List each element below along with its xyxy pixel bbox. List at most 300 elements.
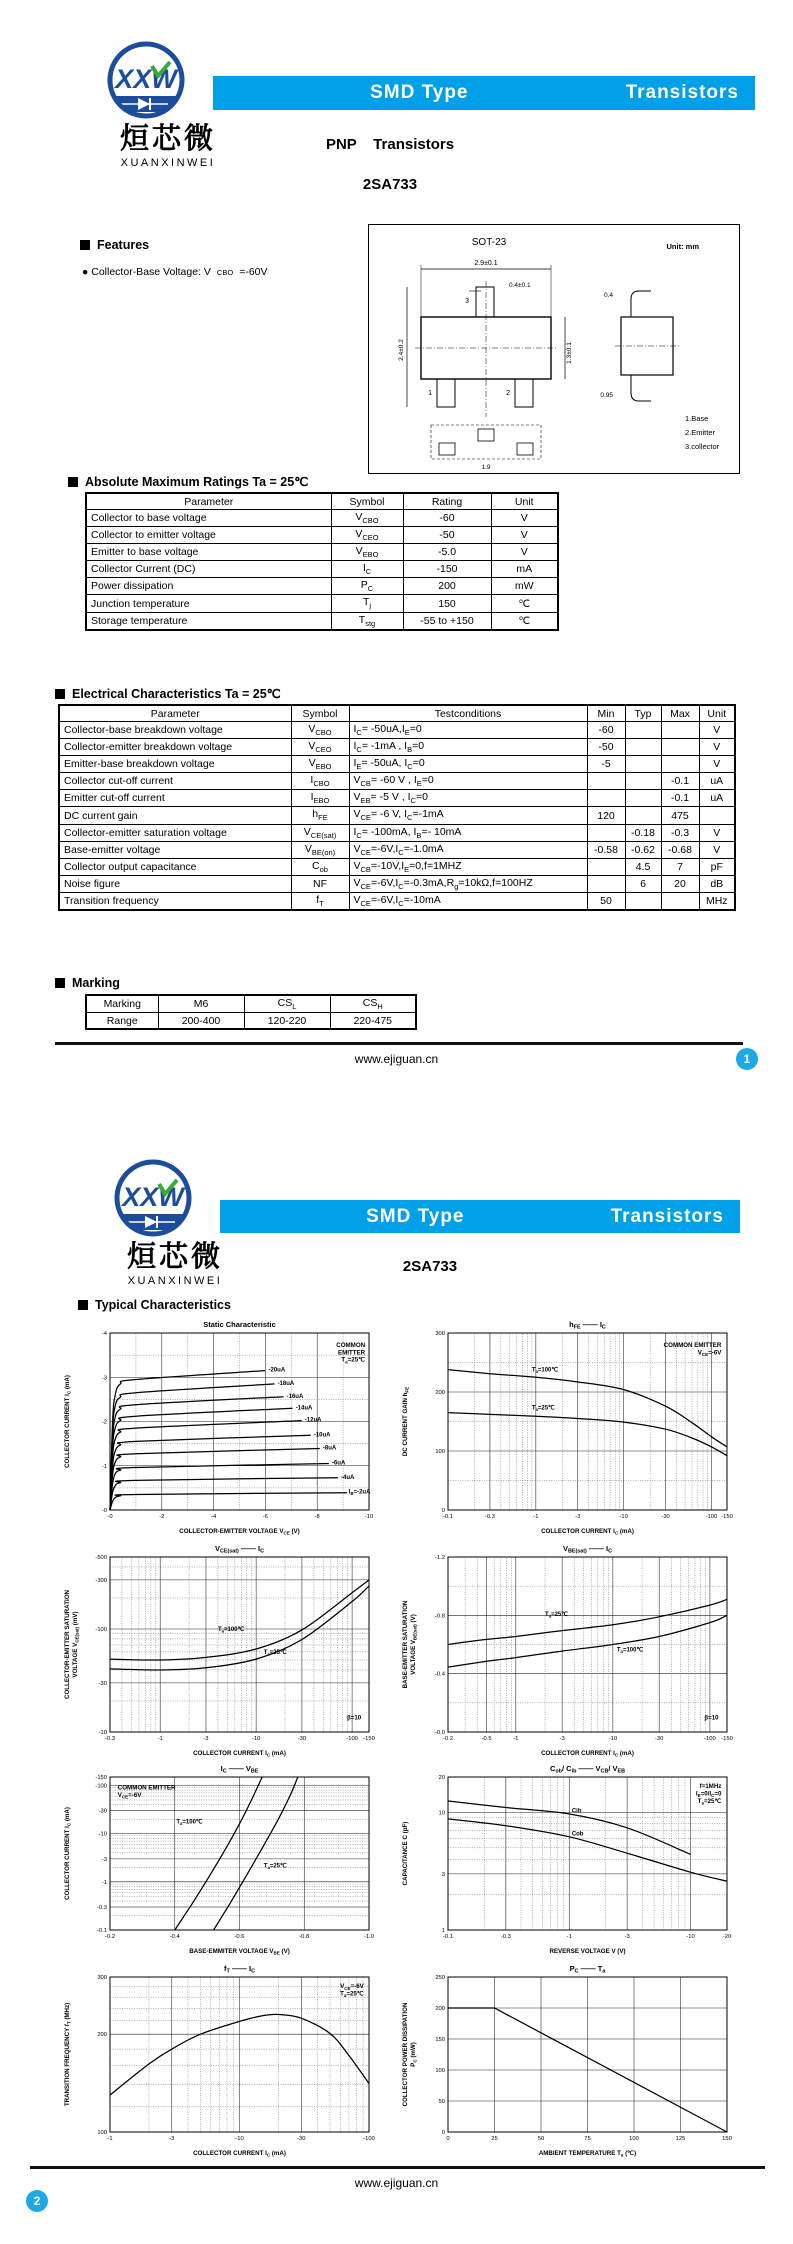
series-curve — [110, 1493, 347, 1510]
y-axis-label: $P_C$ (mW) — [410, 2042, 418, 2067]
table-cell: -0.18 — [625, 824, 661, 841]
abs-max-table — [85, 492, 559, 631]
table-cell: $I_{EBO}$ — [291, 790, 349, 807]
table-cell: $V_{BE(on)}$ — [291, 841, 349, 858]
y-tick-label: 3 — [441, 1871, 445, 1878]
x-tick-label: -100 — [705, 1514, 718, 1520]
table-row — [86, 544, 558, 561]
marking-table — [85, 994, 417, 1030]
y-axis-label: COLLECTOR POWER DISSIPATION — [402, 2002, 409, 2107]
series-label: -4uA — [341, 1474, 355, 1481]
table-cell: Collector-base breakdown voltage — [59, 722, 291, 739]
section-square-icon — [80, 240, 90, 250]
x-tick-label: -0.5 — [481, 1736, 492, 1742]
chart-pc-vs-ta — [398, 1962, 743, 2162]
y-tick-label: -3 — [101, 1856, 107, 1863]
y-tick-label: -1 — [101, 1879, 107, 1886]
annotation: $I_E=0/I_C=0$ — [695, 1790, 722, 1799]
x-tick-label: -0.4 — [169, 1934, 180, 1940]
table-cell: M6 — [158, 995, 244, 1013]
chart-capacitance — [398, 1762, 743, 1960]
x-tick-label: -150 — [363, 1736, 375, 1742]
dim-standoff: 0.95 — [600, 392, 613, 399]
table-cell: DC current gain — [59, 807, 291, 824]
x-axis-label: COLLECTOR CURRENT $I_C$ (mA) — [193, 2150, 286, 2158]
annotation: β=10 — [704, 1714, 719, 1722]
series-curve — [110, 1580, 369, 1660]
series-label: $T_a=100℃$ — [531, 1367, 559, 1375]
chart-title: $I_C$ —— $V_{BE}$ — [220, 1764, 259, 1775]
table-row — [86, 510, 558, 527]
table-cell: -60 — [587, 722, 625, 739]
table-cell: uA — [699, 773, 735, 790]
x-tick-label: -6 — [262, 1514, 268, 1520]
table-cell: Junction temperature — [86, 595, 331, 612]
y-tick-label: 50 — [438, 2099, 445, 2105]
table-row — [59, 722, 735, 739]
y-axis-label: VOLTAGE $V_{BE(sat)}$ (V) — [410, 1614, 418, 1675]
table-cell: $CS_L$ — [244, 995, 330, 1013]
table-cell: $V_{CE}=-6V,I_C=-0.3mA,R_g=10k\Omega,f=100HZ$ — [349, 875, 587, 892]
x-tick-label: -1 — [107, 2136, 113, 2142]
series-label: -10uA — [313, 1432, 331, 1439]
table-cell: Collector Current (DC) — [86, 561, 331, 578]
table-cell: $V_{CB}= -60$ V , $I_E=0$ — [349, 773, 587, 790]
section-square-icon — [55, 978, 65, 988]
table-row — [86, 561, 558, 578]
table-cell: 20 — [661, 875, 699, 892]
table-cell: Power dissipation — [86, 578, 331, 595]
table-cell: Collector output capacitance — [59, 858, 291, 875]
x-axis-label: COLLECTOR CURRENT $I_C$ (mA) — [193, 1750, 286, 1758]
table-row — [86, 995, 416, 1013]
series-curve — [110, 1464, 329, 1511]
package-drawing — [368, 224, 740, 474]
table-cell: mA — [491, 561, 558, 578]
table-row — [86, 612, 558, 630]
table-cell — [625, 790, 661, 807]
table-cell: $V_{CB}=-10V,I_E=0,f=1MHZ$ — [349, 858, 587, 875]
y-tick-label: 100 — [435, 2068, 445, 2074]
logo-chinese-name: 烜芯微 — [126, 1241, 223, 1273]
table-cell: 200-400 — [158, 1013, 244, 1030]
x-tick-label: 75 — [584, 2136, 591, 2142]
y-tick-label: -2 — [101, 1419, 107, 1426]
x-tick-label: -1 — [533, 1514, 539, 1520]
table-cell — [587, 790, 625, 807]
x-tick-label: -1 — [513, 1736, 519, 1742]
table-cell: $I_E= -50uA$, $I_C=0$ — [349, 756, 587, 773]
table-cell: 475 — [661, 807, 699, 824]
table-cell: -0.1 — [661, 790, 699, 807]
table-cell: $P_C$ — [331, 578, 403, 595]
x-tick-label: -3 — [624, 1934, 630, 1940]
x-tick-label: 100 — [629, 2136, 639, 2142]
table-cell: Transition frequency — [59, 892, 291, 910]
chart-vcesat-vs-ic — [60, 1542, 385, 1762]
table-cell: 7 — [661, 858, 699, 875]
x-axis-label: REVERSE VOLTAGE V (V) — [549, 1948, 626, 1955]
x-tick-label: -30 — [661, 1514, 670, 1520]
plot-area — [110, 1557, 369, 1732]
x-tick-label: -0.6 — [234, 1934, 245, 1940]
x-tick-label: -2 — [159, 1514, 165, 1520]
x-tick-label: 0 — [446, 2136, 450, 2142]
table-cell: Base-emitter voltage — [59, 841, 291, 858]
x-tick-label: -3 — [203, 1736, 209, 1742]
column-header: Testconditions — [349, 705, 587, 722]
x-tick-label: -10 — [251, 1736, 261, 1742]
marking-heading: Marking — [55, 976, 120, 990]
dim-pad-pitch: 1.9 — [481, 464, 491, 471]
y-tick-label: -100 — [95, 1783, 107, 1790]
y-tick-label: -30 — [98, 1808, 107, 1815]
series-label: $T_a=100℃$ — [217, 1626, 245, 1634]
x-tick-label: -30 — [297, 2136, 306, 2142]
table-row — [59, 824, 735, 841]
table-cell — [625, 722, 661, 739]
annotation: COMMON — [336, 1341, 366, 1349]
table-cell — [661, 739, 699, 756]
table-cell: mW — [491, 578, 558, 595]
y-tick-label: -0.1 — [97, 1928, 107, 1934]
series-label: $T_a=25℃$ — [531, 1405, 555, 1412]
table-cell: -0.1 — [661, 773, 699, 790]
doc-title: PNP Transistors — [325, 136, 455, 153]
annotation: β=10 — [346, 1714, 362, 1722]
table-cell: 4.5 — [625, 858, 661, 875]
table-cell: $I_C= -100mA$, $I_B=-$ 10mA — [349, 824, 587, 841]
table-cell: 6 — [625, 875, 661, 892]
series-label: $T_a=25℃$ — [545, 1611, 569, 1619]
table-cell: Marking — [86, 995, 158, 1013]
x-tick-label: -10 — [608, 1736, 618, 1742]
table-cell — [625, 807, 661, 824]
x-tick-label: -10 — [686, 1934, 695, 1940]
table-cell: Collector to emitter voltage — [86, 527, 331, 544]
table-row — [59, 892, 735, 910]
x-axis-label: COLLECTOR CURRENT $I_C$ (mA) — [541, 1750, 634, 1758]
table-row — [59, 841, 735, 858]
x-tick-label: -100 — [363, 2136, 375, 2142]
table-cell: 150 — [403, 595, 491, 612]
table-row — [59, 773, 735, 790]
y-axis-label: COLLECTOR CURRENT $I_C$ (mA) — [64, 1807, 72, 1900]
y-tick-label: -100 — [95, 1626, 107, 1633]
table-cell — [625, 892, 661, 910]
table-row — [86, 493, 558, 510]
dim-lead-thickness: 0.4 — [603, 292, 613, 299]
x-tick-label: -3 — [575, 1514, 581, 1520]
chart-title: $f_T$ —— $I_C$ — [224, 1964, 255, 1975]
table-cell: -50 — [587, 739, 625, 756]
table-row — [59, 858, 735, 875]
table-cell: $f_T$ — [291, 892, 349, 910]
table-cell: Noise figure — [59, 875, 291, 892]
features-heading: Features — [80, 238, 149, 252]
legend-emitter: 2.Emitter — [685, 428, 716, 437]
header-transistors: Transistors — [625, 82, 739, 103]
table-cell: 220-475 — [330, 1013, 416, 1030]
y-tick-label: 200 — [97, 2032, 107, 2039]
x-tick-label: -0.8 — [299, 1934, 310, 1940]
x-tick-label: -150 — [721, 1736, 733, 1742]
column-header: Unit — [699, 705, 735, 722]
y-tick-label: -0.0 — [435, 1730, 445, 1736]
chart-title: $C_{ob}/$ $C_{ib}$ —— $V_{CB}/$ $V_{EB}$ — [549, 1764, 626, 1775]
series-label: -16uA — [286, 1393, 304, 1400]
x-axis-label: BASE-EMMITER VOLTAGE $V_{BE}$ (V) — [189, 1948, 290, 1956]
y-axis-label: COLLECTOR CURRENT $I_C$ (mA) — [64, 1375, 72, 1468]
y-tick-label: -10 — [98, 1831, 107, 1838]
table-cell: Storage temperature — [86, 612, 331, 630]
elec-table — [58, 704, 736, 911]
table-cell: -50 — [403, 527, 491, 544]
y-tick-label: -3 — [101, 1375, 107, 1382]
x-tick-label: -0.2 — [443, 1736, 453, 1742]
plot-area — [110, 1977, 369, 2132]
table-cell: $V_{EB}= -5$ V , $I_C=0$ — [349, 790, 587, 807]
part-number-page2: 2SA733 — [402, 1258, 458, 1275]
plot-area — [110, 1333, 369, 1510]
logo-icon — [106, 40, 186, 120]
table-row — [86, 595, 558, 612]
y-tick-label: -0.3 — [97, 1905, 107, 1912]
footer-rule-page1 — [55, 1042, 743, 1045]
chart-title: $P_C$ —— $T_a$ — [569, 1964, 606, 1975]
header-bar-page2 — [220, 1200, 740, 1233]
chart-hfe-vs-ic — [398, 1318, 743, 1540]
annotation: COMMON EMITTER — [663, 1341, 722, 1349]
table-cell — [661, 756, 699, 773]
dim-pin-width: 0.4±0.1 — [509, 282, 531, 289]
logo-english-name: XUANXINWEI — [120, 157, 216, 169]
annotation: $V_{CE}=-6V$ — [117, 1792, 142, 1800]
absmax-table — [85, 492, 559, 631]
y-tick-label: 20 — [438, 1775, 445, 1781]
table-cell: Emitter to base voltage — [86, 544, 331, 561]
column-header: Max — [661, 705, 699, 722]
table-cell: $V_{CBO}$ — [291, 722, 349, 739]
table-cell: $V_{EBO}$ — [291, 756, 349, 773]
table-cell: 120-220 — [244, 1013, 330, 1030]
package-unit: Unit: mm — [666, 242, 699, 251]
table-cell: uA — [699, 790, 735, 807]
y-tick-label: 150 — [435, 2037, 445, 2043]
column-header: Rating — [403, 493, 491, 510]
x-tick-label: -4 — [211, 1514, 217, 1520]
y-tick-label: -1.2 — [435, 1555, 445, 1561]
y-tick-label: 100 — [435, 1449, 445, 1455]
table-cell: $V_{CEO}$ — [331, 527, 403, 544]
series-curve — [110, 1384, 275, 1510]
logo-english-name: XUANXINWEI — [127, 1275, 223, 1287]
series-curve — [110, 1421, 302, 1510]
chart-ft-vs-ic — [60, 1962, 385, 2162]
x-tick-label: -0.1 — [443, 1934, 453, 1940]
y-tick-label: -0.8 — [435, 1613, 445, 1620]
page-number-badge-1: 1 — [736, 1048, 758, 1070]
table-cell: ℃ — [491, 595, 558, 612]
table-cell — [625, 773, 661, 790]
series-label: $T_a=25℃$ — [263, 1863, 287, 1870]
table-row — [86, 527, 558, 544]
table-cell: $C_{ob}$ — [291, 858, 349, 875]
column-header: Symbol — [331, 493, 403, 510]
y-tick-label: 300 — [435, 1331, 445, 1337]
table-cell: Collector-emitter saturation voltage — [59, 824, 291, 841]
table-cell: NF — [291, 875, 349, 892]
table-cell: $I_{CBO}$ — [291, 773, 349, 790]
y-tick-label: -0.4 — [435, 1671, 445, 1678]
section-square-icon — [78, 1300, 88, 1310]
table-cell: Range — [86, 1013, 158, 1030]
table-cell: -5 — [587, 756, 625, 773]
series-label: Cib — [571, 1808, 582, 1815]
x-axis-label: AMBIENT TEMPERATURE $T_a$ (℃) — [538, 2150, 637, 2158]
y-tick-label: -10 — [98, 1730, 107, 1736]
x-tick-label: -3 — [559, 1736, 565, 1742]
y-axis-label: COLLECTOR-EMITTER SATURATION — [64, 1590, 71, 1699]
table-cell: -0.62 — [625, 841, 661, 858]
table-row — [59, 807, 735, 824]
chart-title: $V_{CE(sat)}$ —— $I_C$ — [214, 1544, 265, 1555]
dim-body-height: 1.3±0.1 — [566, 342, 573, 364]
chart-title: $V_{BE(sat)}$ —— $I_C$ — [562, 1544, 613, 1555]
series-label: $T_a=100℃$ — [176, 1819, 203, 1826]
table-cell: Collector to base voltage — [86, 510, 331, 527]
annotation: $T_a=25℃$ — [341, 1356, 366, 1365]
y-axis-label: BASE-EMITTER SATURATION — [402, 1600, 409, 1689]
x-tick-label: -10 — [235, 2136, 244, 2142]
chart-title: Static Characteristic — [203, 1320, 276, 1329]
series-label: -12uA — [304, 1417, 322, 1424]
series-label: -20uA — [268, 1367, 286, 1374]
x-tick-label: -1.0 — [364, 1934, 374, 1940]
x-tick-label: -100 — [346, 1736, 358, 1742]
series-label: -6uA — [331, 1460, 346, 1467]
y-tick-label: 0 — [441, 1508, 445, 1514]
series-label: $T_a=100℃$ — [616, 1647, 644, 1655]
table-cell: $V_{CE}= -6$ V, $I_C=-1mA$ — [349, 807, 587, 824]
y-tick-label: 250 — [435, 1975, 445, 1981]
table-cell — [661, 892, 699, 910]
table-cell: V — [699, 739, 735, 756]
column-header: Parameter — [59, 705, 291, 722]
annotation: $T_a=25℃$ — [340, 1990, 364, 1999]
legend-collector: 3.collector — [685, 442, 720, 451]
y-tick-label: 100 — [97, 2130, 107, 2136]
table-cell: $V_{EBO}$ — [331, 544, 403, 561]
table-cell — [699, 807, 735, 824]
pin3-label: 3 — [465, 298, 469, 305]
table-cell — [587, 773, 625, 790]
y-tick-label: -150 — [95, 1775, 107, 1781]
y-axis-label: VOLTAGE $V_{CE(sat)}$ (mV) — [72, 1611, 80, 1678]
x-tick-label: -1 — [566, 1934, 572, 1940]
table-row — [86, 578, 558, 595]
y-tick-label: 1 — [441, 1928, 445, 1934]
x-tick-label: -30 — [654, 1736, 664, 1742]
typical-characteristics-heading: Typical Characteristics — [78, 1298, 231, 1312]
table-row — [59, 875, 735, 892]
table-cell: $T_j$ — [331, 595, 403, 612]
y-tick-label: 10 — [438, 1810, 445, 1817]
x-tick-label: -150 — [721, 1514, 733, 1520]
section-square-icon — [68, 477, 78, 487]
table-cell: pF — [699, 858, 735, 875]
pin2-label: 2 — [506, 390, 510, 397]
table-cell — [661, 722, 699, 739]
y-tick-label: -4 — [101, 1331, 107, 1337]
table-cell: V — [491, 544, 558, 561]
column-header: Parameter — [86, 493, 331, 510]
table-cell: 50 — [587, 892, 625, 910]
elec-char-heading: Electrical Characteristics Ta = 25℃ — [55, 686, 281, 701]
header-bar-page1 — [213, 76, 755, 110]
annotation: EMITTER — [337, 1349, 366, 1357]
table-cell — [587, 875, 625, 892]
y-tick-label: -300 — [95, 1577, 107, 1584]
header-smd-type: SMD Type — [366, 1205, 465, 1227]
table-cell — [625, 756, 661, 773]
table-cell: -55 to +150 — [403, 612, 491, 630]
table-cell: 200 — [403, 578, 491, 595]
series-label: -18uA — [277, 1381, 295, 1388]
series-label: $T_a=25℃$ — [263, 1649, 287, 1657]
table-cell: V — [699, 756, 735, 773]
chart-title: $h_{FE}$ —— $I_C$ — [569, 1320, 606, 1331]
pin-legend — [685, 414, 720, 451]
column-header: Symbol — [291, 705, 349, 722]
column-header: Typ — [625, 705, 661, 722]
table-cell — [587, 824, 625, 841]
annotation: $T_a=25℃$ — [697, 1797, 722, 1806]
annotation: COMMON EMITTER — [117, 1784, 176, 1792]
footer-url-page1[interactable]: www.ejiguan.cn — [354, 1052, 439, 1066]
x-tick-label: -8 — [314, 1514, 320, 1520]
table-row — [59, 790, 735, 807]
logo-icon — [113, 1158, 193, 1238]
chart-vbesat-vs-ic — [398, 1542, 743, 1762]
table-cell: Emitter-base breakdown voltage — [59, 756, 291, 773]
table-cell: -150 — [403, 561, 491, 578]
table-cell: $h_{FE}$ — [291, 807, 349, 824]
y-tick-label: -500 — [95, 1555, 107, 1561]
x-tick-label: -100 — [704, 1736, 716, 1742]
table-cell: $I_C$ — [331, 561, 403, 578]
x-tick-label: 125 — [675, 2136, 686, 2142]
x-tick-label: -3 — [169, 2136, 175, 2142]
table-cell: V — [699, 841, 735, 858]
footer-url-page2[interactable]: www.ejiguan.cn — [354, 2176, 439, 2190]
annotation: f=1MHz — [699, 1783, 722, 1791]
part-number: 2SA733 — [362, 176, 418, 193]
table-cell: Collector-emitter breakdown voltage — [59, 739, 291, 756]
series-label: Cob — [571, 1831, 584, 1838]
series-curve — [448, 1599, 727, 1644]
pin1-label: 1 — [428, 390, 432, 397]
table-row — [59, 705, 735, 722]
y-tick-label: -0 — [101, 1508, 107, 1514]
x-axis-label: COLLECTOR-EMITTER VOLTAGE $V_{CE}$ (V) — [179, 1528, 300, 1536]
table-cell: 120 — [587, 807, 625, 824]
table-cell — [587, 858, 625, 875]
package-name: SOT-23 — [471, 237, 507, 248]
table-cell: $T_{stg}$ — [331, 612, 403, 630]
annotation: $V_{CE}=-6V$ — [697, 1349, 722, 1357]
table-cell: Emitter cut-off current — [59, 790, 291, 807]
